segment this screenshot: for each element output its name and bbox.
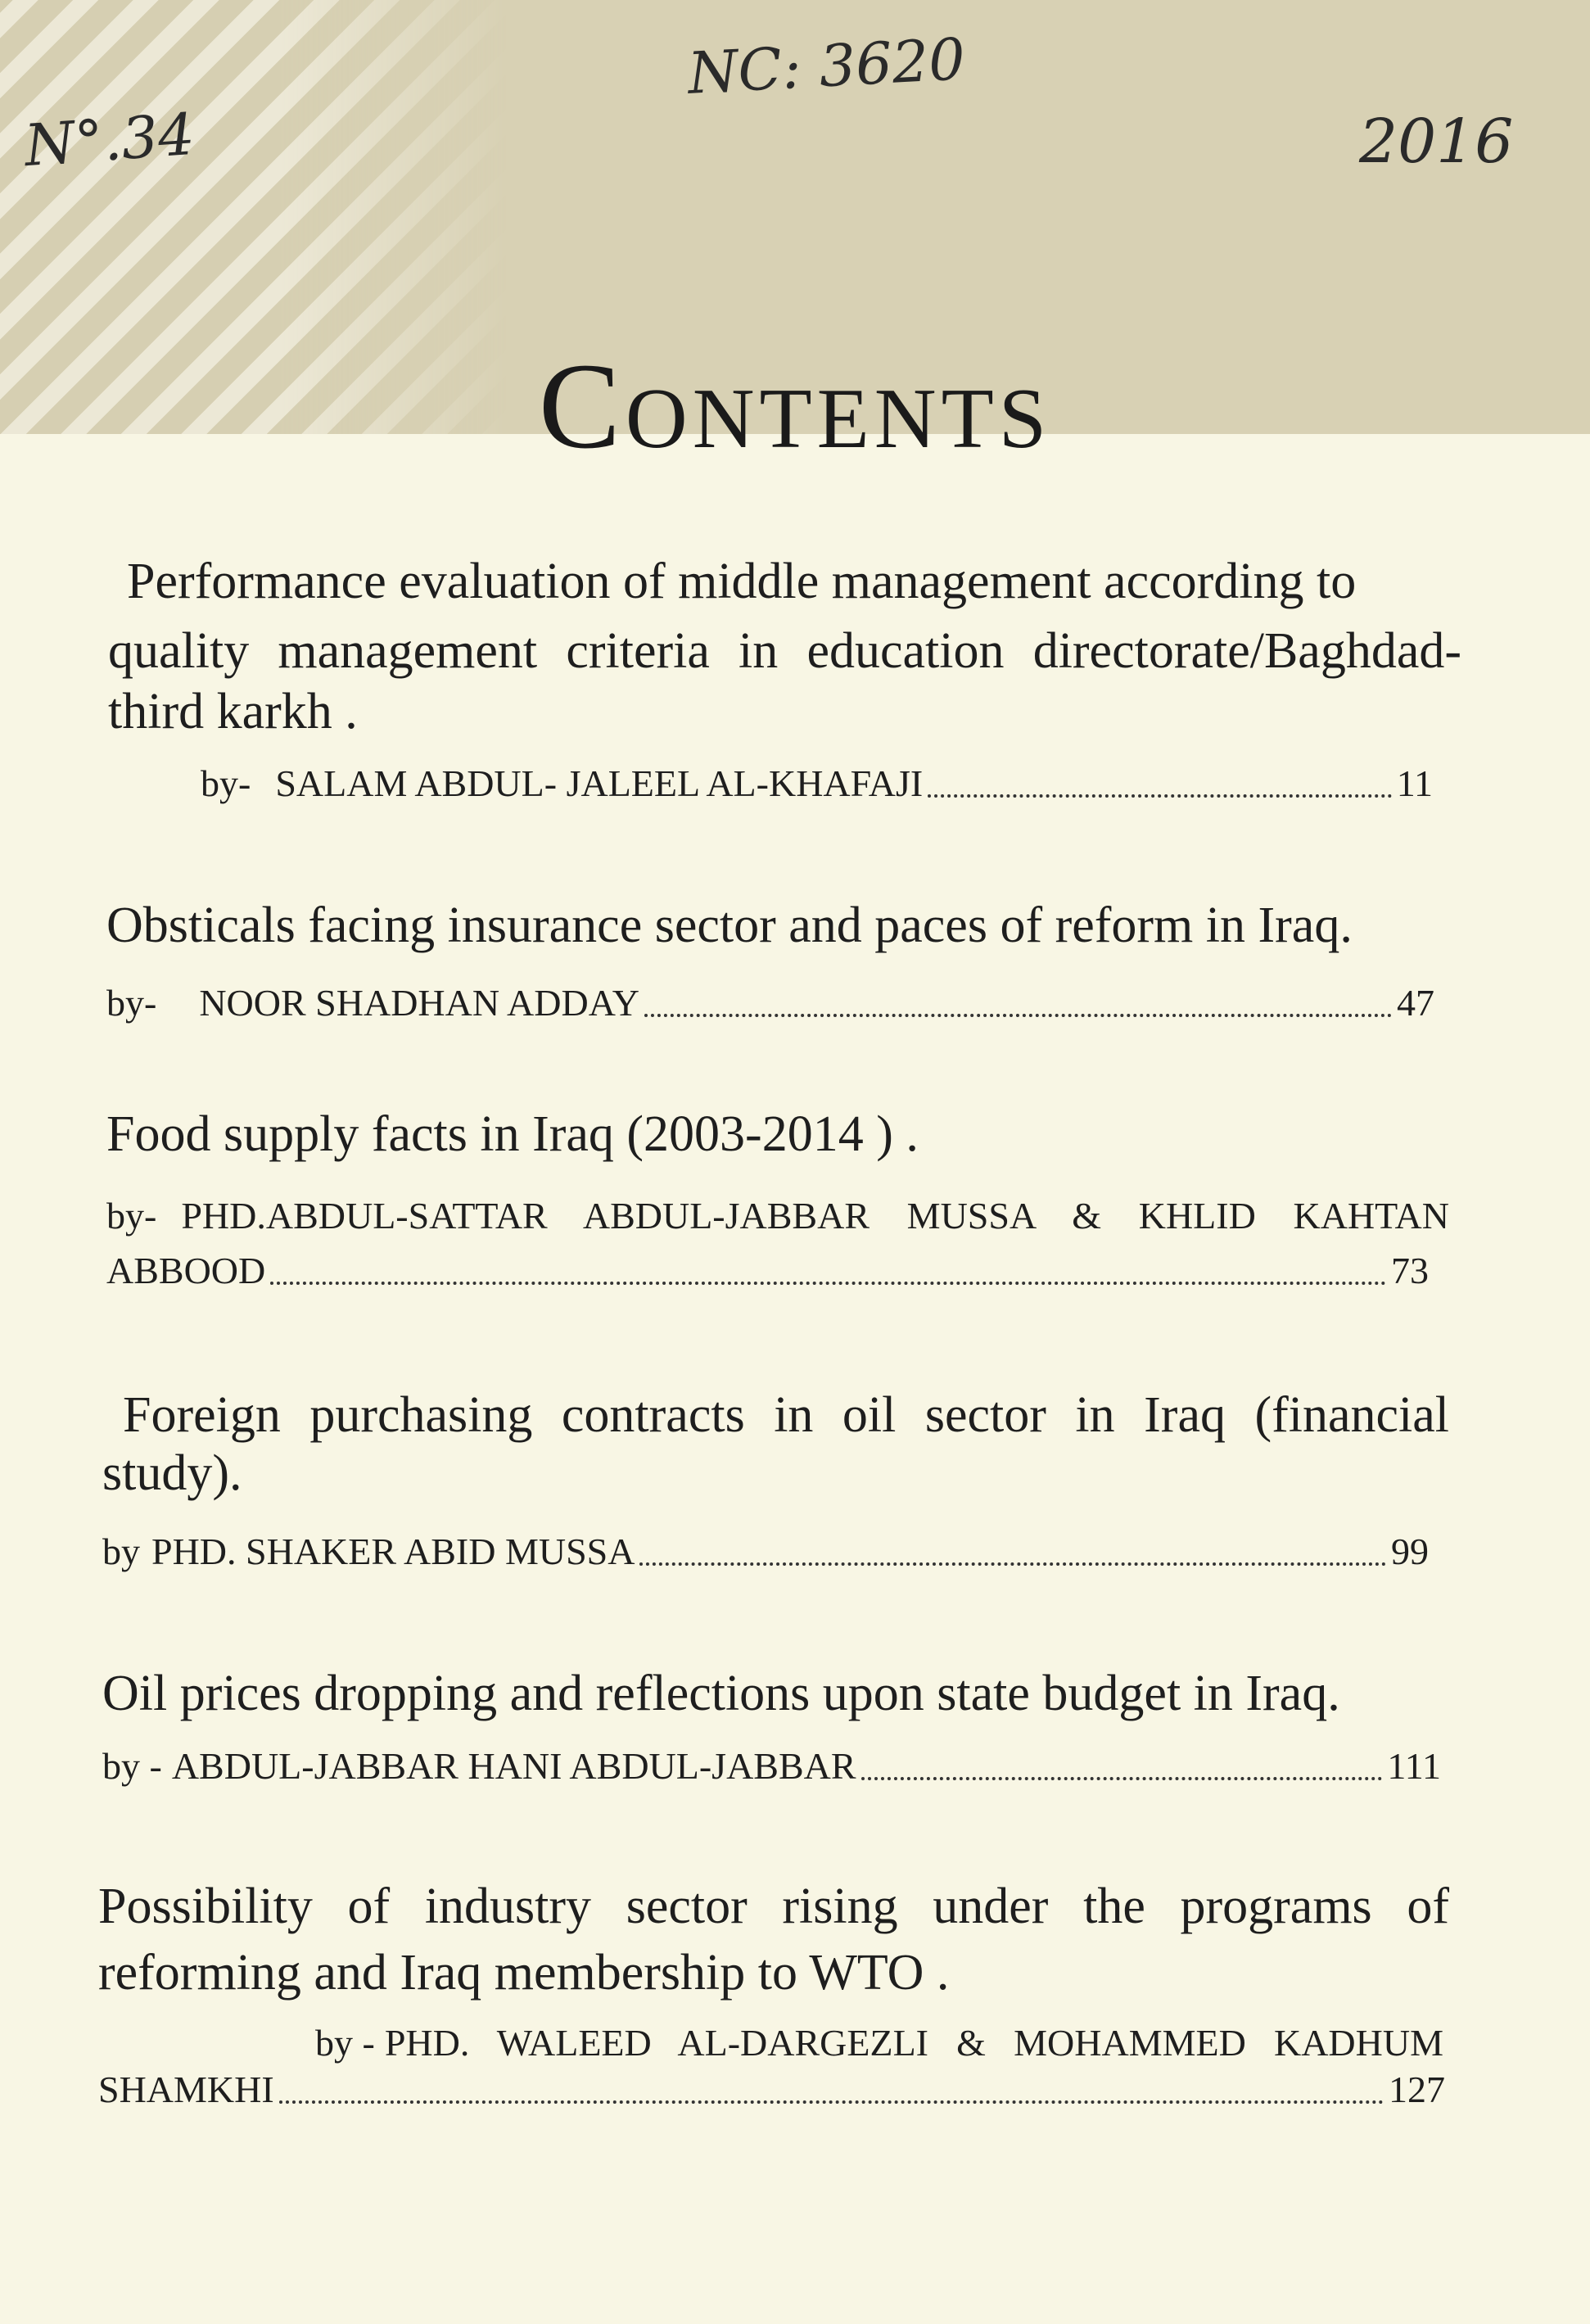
entry-title-line: Performance evaluation of middle management according to (127, 554, 1357, 609)
dot-leader (639, 1562, 1386, 1566)
entry-title-line: Foreign purchasing contracts in oil sector in Iraq (financial (123, 1387, 1449, 1443)
by-label: by- (201, 762, 251, 804)
byline (315, 2021, 1443, 2065)
header-band (0, 0, 1590, 474)
entry-title-line: study). (102, 1445, 242, 1501)
byline-continued (106, 1249, 1429, 1293)
dot-leader (928, 794, 1391, 798)
handwritten-catalog-code: NC: 3620 (686, 25, 967, 107)
dot-leader (279, 2100, 1384, 2104)
by-label: by- (106, 1195, 157, 1237)
handwritten-issue-number: N°.34 (22, 100, 197, 180)
dot-leader (644, 1014, 1392, 1017)
byline (201, 762, 1433, 806)
page-number: 111 (1387, 1745, 1441, 1787)
byline (102, 1530, 1429, 1574)
page-number: 99 (1391, 1530, 1429, 1572)
page-number: 47 (1397, 982, 1434, 1024)
by-label: by- (106, 982, 157, 1024)
author-names: SALAM ABDUL- JALEEL AL-KHAFAJI (275, 762, 924, 804)
entry-title-line: third karkh . (108, 684, 358, 739)
author-names: ABDUL-JABBAR HANI ABDUL-JABBAR (171, 1745, 856, 1787)
byline-continued (98, 2068, 1445, 2112)
entry-title-line: Possibility of industry sector rising under the programs of (98, 1879, 1449, 1934)
entry-title-line: Food supply facts in Iraq (2003-2014 ) . (106, 1106, 919, 1162)
author-names: NOOR SHADHAN ADDAY (199, 982, 639, 1024)
entry-title-line: Oil prices dropping and reflections upon state budget in Iraq. (102, 1666, 1340, 1721)
entry-title-line: reforming and Iraq membership to WTO . (98, 1945, 950, 2001)
page-number: 11 (1396, 762, 1433, 804)
by-label: by - (315, 2022, 375, 2064)
by-label: by (102, 1530, 140, 1572)
page-number: 73 (1391, 1250, 1429, 1291)
author-names: PHD.ABDUL-SATTAR ABDUL-JABBAR MUSSA & KHLID KAHTAN (181, 1195, 1449, 1237)
author-names: PHD. SHAKER ABID MUSSA (151, 1530, 635, 1572)
page-title: Contents (538, 337, 1052, 474)
entry-title-line: Obsticals facing insurance sector and paces of reform in Iraq. (106, 897, 1353, 953)
dot-leader (270, 1282, 1386, 1285)
byline (106, 1194, 1449, 1238)
by-label: by - (102, 1745, 162, 1787)
author-names-continued: ABBOOD (106, 1250, 266, 1291)
dot-leader (861, 1777, 1383, 1780)
author-names: PHD. WALEED AL-DARGEZLI & MOHAMMED KADHUM (384, 2022, 1443, 2064)
byline (102, 1744, 1441, 1788)
handwritten-year: 2016 (1359, 106, 1514, 177)
author-names-continued: SHAMKHI (98, 2069, 274, 2110)
entry-title-line: quality management criteria in education directorate/Baghdad- (108, 623, 1461, 679)
byline (106, 981, 1434, 1025)
page-number: 127 (1389, 2069, 1445, 2110)
